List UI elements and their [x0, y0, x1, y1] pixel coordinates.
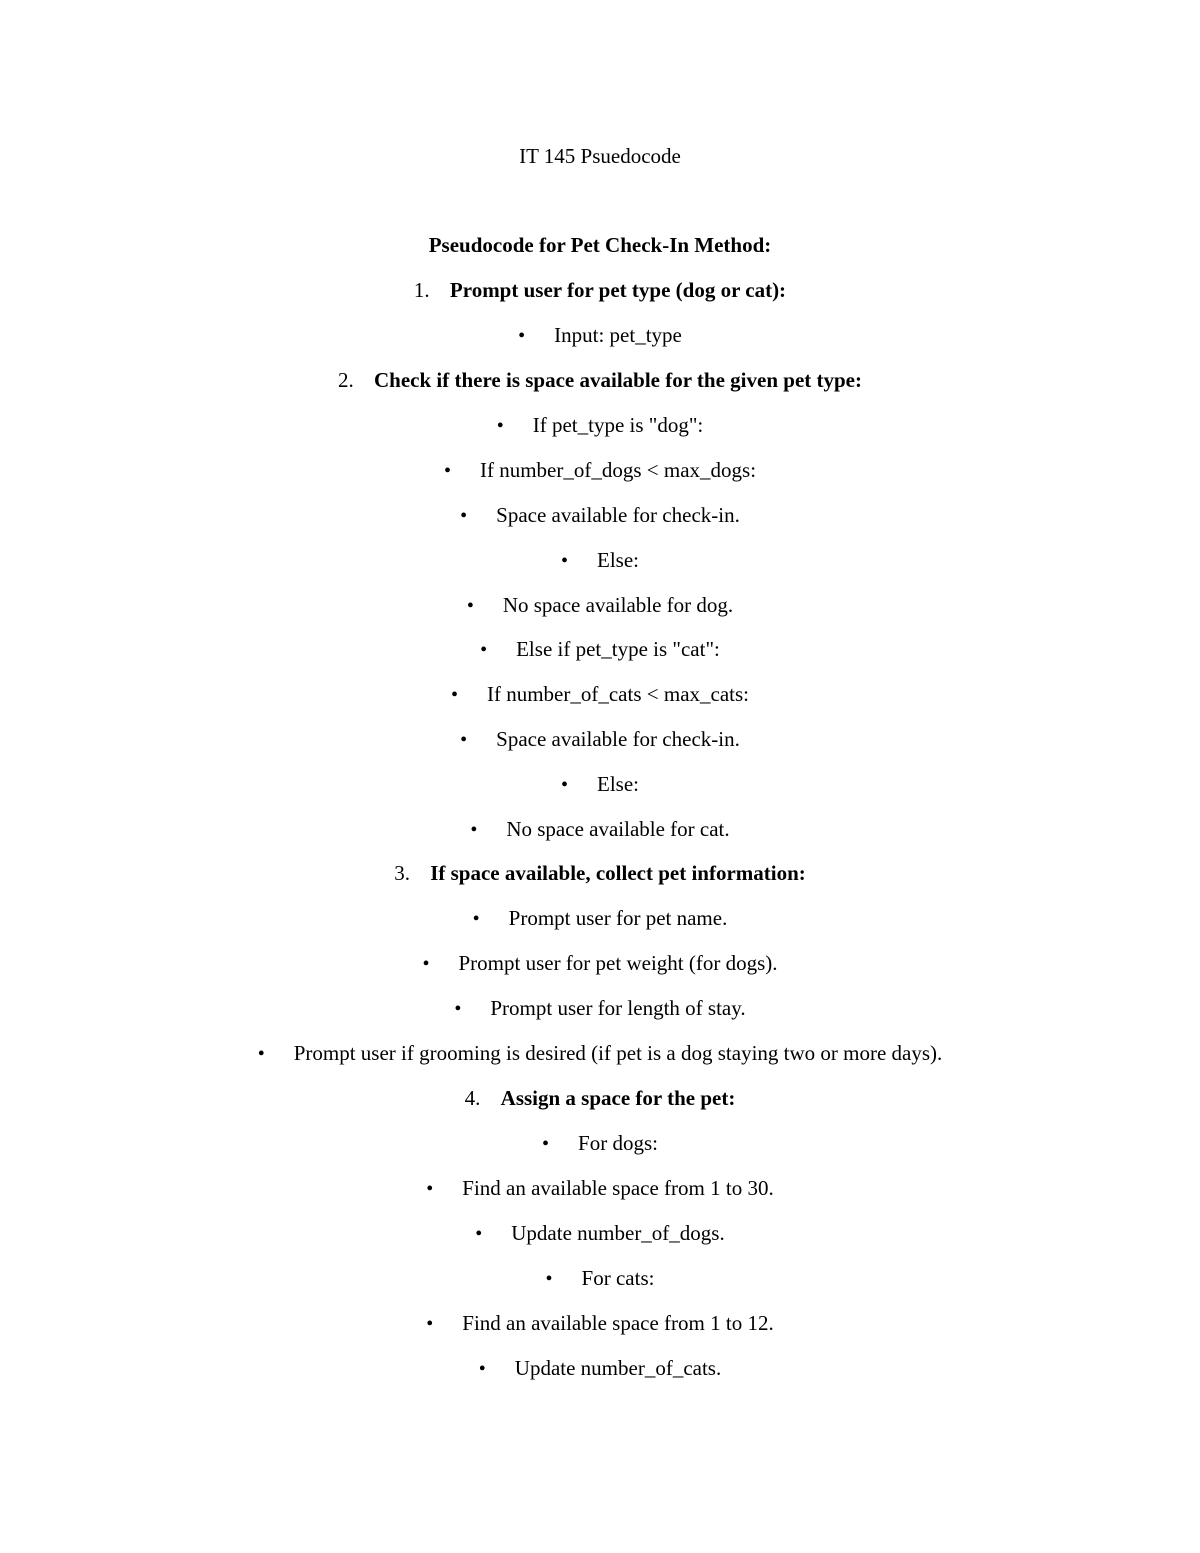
- bullet-item: [0, 1215, 1200, 1251]
- list-item-content: [467, 587, 733, 624]
- numbered-item: [0, 272, 1200, 308]
- list-item-text: Prompt user for length of stay.: [490, 996, 746, 1020]
- bullet-icon: •: [470, 819, 478, 841]
- bullet-icon: •: [472, 908, 480, 930]
- list-number: 4.: [464, 1086, 481, 1110]
- list-item-text: Find an available space from 1 to 12.: [462, 1311, 774, 1335]
- bullet-item: [0, 542, 1200, 578]
- bullet-item: [0, 317, 1200, 353]
- bullet-icon: •: [561, 774, 569, 796]
- list-item-text: Update number_of_dogs.: [511, 1221, 725, 1245]
- list-item-content: [479, 1350, 721, 1387]
- list-item-content: [414, 272, 786, 308]
- numbered-item: [0, 1080, 1200, 1116]
- list-item-content: [561, 766, 639, 803]
- list-item-content: [480, 631, 720, 668]
- list-item-content: [444, 452, 756, 489]
- bullet-icon: •: [460, 729, 468, 751]
- list-item-text: Prompt user for pet name.: [508, 906, 728, 930]
- bullet-item: [0, 631, 1200, 667]
- bullet-item: [0, 811, 1200, 847]
- list-number: 2.: [338, 368, 354, 392]
- list-item-content: [258, 1035, 943, 1072]
- bullet-item: [0, 945, 1200, 981]
- bullet-icon: •: [466, 595, 474, 617]
- numbered-item: [0, 362, 1200, 398]
- bullet-icon: •: [257, 1043, 265, 1065]
- list-item-text: For dogs:: [578, 1131, 658, 1155]
- numbered-item: [0, 855, 1200, 891]
- bullet-item: [0, 721, 1200, 757]
- list-item-content: [465, 1080, 736, 1116]
- bullet-icon: •: [478, 1358, 486, 1380]
- list-number: 1.: [413, 278, 430, 302]
- list-item-text: If pet_type is "dog":: [532, 413, 704, 437]
- bullet-item: [0, 497, 1200, 533]
- list-item-text: If number_of_dogs < max_dogs:: [479, 458, 757, 482]
- list-item-text: If number_of_cats < max_cats:: [486, 682, 749, 706]
- list-number: 3.: [394, 861, 410, 885]
- bullet-icon: •: [426, 1178, 434, 1200]
- list-item-text: Assign a space for the pet:: [500, 1086, 736, 1110]
- bullet-item: [0, 1170, 1200, 1206]
- list-item-text: Else:: [597, 772, 639, 796]
- list-item-text: No space available for dog.: [502, 593, 734, 617]
- list-item-content: [422, 945, 777, 982]
- bullet-icon: •: [426, 1313, 434, 1335]
- list-item-text: Prompt user if grooming is desired (if pet is a dog staying two or more days).: [293, 1041, 943, 1065]
- list-item-text: No space available for cat.: [506, 817, 730, 841]
- list-item-content: [542, 1125, 658, 1162]
- bullet-item: [0, 900, 1200, 936]
- document-heading: Pseudocode for Pet Check-In Method:: [428, 233, 772, 257]
- list-item-content: [426, 1170, 773, 1207]
- list-item-text: Find an available space from 1 to 30.: [462, 1176, 774, 1200]
- list-item-text: Else if pet_type is "cat":: [516, 637, 720, 661]
- bullet-item: [0, 1035, 1200, 1071]
- bullet-item: [0, 1260, 1200, 1296]
- list-item-text: Prompt user for pet weight (for dogs).: [458, 951, 778, 975]
- bullet-item: [0, 452, 1200, 488]
- document-title: IT 145 Psuedocode: [519, 144, 681, 168]
- list-item-content: [460, 721, 740, 758]
- list-item-content: [460, 497, 740, 534]
- list-item-content: [338, 362, 862, 398]
- list-item-text: Check if there is space available for the given pet type:: [374, 368, 862, 392]
- document-title-line: [0, 138, 1200, 174]
- bullet-item: [0, 676, 1200, 712]
- bullet-icon: •: [475, 1223, 483, 1245]
- list-item-content: [561, 542, 639, 579]
- list-item-content: [470, 811, 729, 848]
- list-item-text: Prompt user for pet type (dog or cat):: [449, 278, 787, 302]
- list-item-content: [546, 1260, 655, 1297]
- bullet-item: [0, 1350, 1200, 1386]
- bullet-item: [0, 1305, 1200, 1341]
- list-item-text: Update number_of_cats.: [514, 1356, 722, 1380]
- bullet-icon: •: [545, 1268, 553, 1290]
- list-item-content: [518, 317, 682, 354]
- bullet-icon: •: [450, 684, 458, 706]
- document-heading-line: [0, 227, 1200, 263]
- bullet-icon: •: [518, 325, 526, 347]
- bullet-icon: •: [561, 550, 569, 572]
- list-item-text: Else:: [597, 548, 639, 572]
- list-item-content: [451, 676, 749, 713]
- list-item-content: [394, 855, 806, 891]
- bullet-icon: •: [422, 953, 430, 975]
- list-item-text: If space available, collect pet information:: [430, 861, 806, 885]
- bullet-icon: •: [480, 639, 488, 661]
- bullet-item: [0, 766, 1200, 802]
- list-item-text: Space available for check-in.: [496, 727, 740, 751]
- bullet-icon: •: [443, 460, 451, 482]
- list-item-content: [497, 407, 704, 444]
- list-item-content: [473, 900, 728, 937]
- bullet-icon: •: [454, 998, 462, 1020]
- list-item-text: For cats:: [581, 1266, 655, 1290]
- list-item-text: Space available for check-in.: [496, 503, 740, 527]
- bullet-item: [0, 407, 1200, 443]
- bullet-icon: •: [496, 415, 504, 437]
- bullet-item: [0, 587, 1200, 623]
- list-item-text: Input: pet_type: [554, 323, 682, 347]
- bullet-item: [0, 1125, 1200, 1161]
- bullet-icon: •: [460, 505, 468, 527]
- list-item-content: [426, 1305, 773, 1342]
- list-item-content: [475, 1215, 724, 1252]
- list-item-content: [454, 990, 745, 1027]
- bullet-icon: •: [542, 1133, 550, 1155]
- bullet-item: [0, 990, 1200, 1026]
